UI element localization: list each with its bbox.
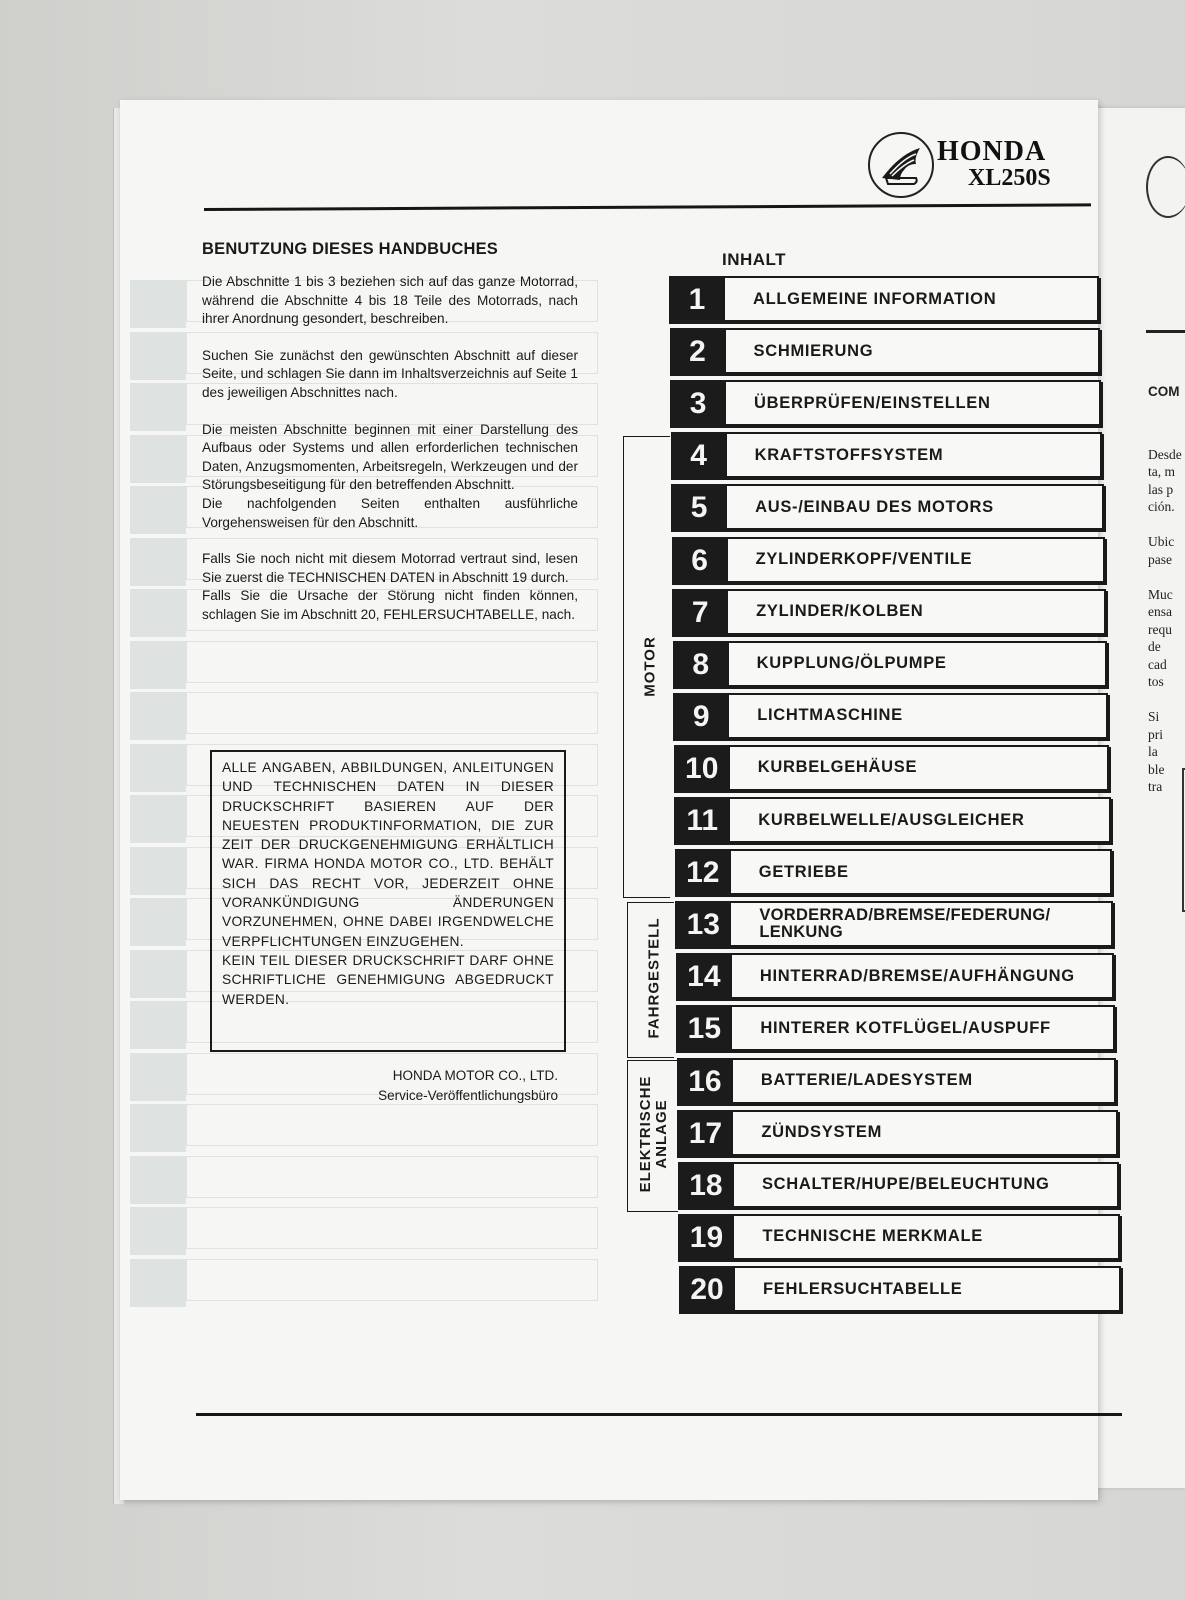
toc-row[interactable]	[676, 1005, 1115, 1051]
toc-section-label: GETRIEBE	[758, 862, 849, 881]
show-through-tab	[130, 435, 186, 483]
toc-section-number: 1	[669, 276, 725, 324]
toc-row[interactable]	[672, 589, 1106, 635]
toc-label-box	[731, 1058, 1116, 1104]
toc-section-number: 19	[678, 1214, 734, 1262]
show-through-tab	[130, 692, 186, 740]
toc-section-label: ÜBERPRÜFEN/EINSTELLEN	[754, 393, 991, 412]
next-page-line: las p	[1148, 481, 1174, 497]
next-page-line: tos	[1148, 674, 1164, 689]
next-page-line	[1148, 691, 1182, 709]
usage-paragraph: Die nachfolgenden Seiten enthalten ausführliche Vorgehensweisen für den Abschnitt.	[202, 495, 578, 530]
honda-wing-icon	[870, 134, 932, 196]
brand-name: HONDA	[937, 136, 1047, 167]
toc-section-label: KURBELWELLE/AUSGLEICHER	[758, 810, 1025, 829]
group-label-electric-2: ANLAGE	[653, 1099, 670, 1169]
toc-label-box	[727, 693, 1108, 739]
group-label-electric	[638, 1074, 670, 1194]
toc-label-box	[729, 849, 1112, 895]
toc-label-box	[730, 953, 1114, 999]
toc-row[interactable]	[672, 537, 1105, 583]
toc-section-label: AUS-/EINBAU DES MOTORS	[755, 497, 994, 516]
show-through-tab	[130, 1207, 186, 1255]
toc-section-label: LICHTMASCHINE	[757, 706, 903, 725]
company-block	[300, 1066, 558, 1106]
toc-row[interactable]	[678, 1214, 1119, 1260]
toc-title: INHALT	[722, 250, 787, 269]
show-through-tab	[130, 1053, 186, 1101]
usage-paragraph: Die Abschnitte 1 bis 3 beziehen sich auf das ganze Motorrad, während die Abschnitte 4 bis 18 Teile des Motorrads, nach ihrer Anordnung gesondert, beschreiben.	[202, 274, 578, 327]
next-page-line: cad	[1148, 656, 1167, 672]
toc-label-box	[724, 328, 1101, 374]
toc-label-box	[725, 432, 1103, 478]
toc-label-box	[724, 380, 1101, 426]
toc-section-number: 3	[670, 380, 726, 428]
toc-label-box	[729, 901, 1113, 947]
toc-label-box	[723, 276, 1099, 322]
next-page-line: Ubic	[1148, 534, 1175, 549]
next-page-line: la	[1148, 744, 1158, 759]
toc-section-number: 4	[671, 432, 727, 480]
next-page-line	[1148, 516, 1182, 534]
notice-box	[210, 750, 566, 1052]
show-through-tab	[130, 332, 186, 380]
group-label-motor: MOTOR	[641, 636, 659, 697]
toc-section-number: 20	[679, 1266, 735, 1314]
toc-label-box	[732, 1214, 1119, 1260]
next-page-line: Muc	[1148, 586, 1173, 602]
toc-label-box	[728, 745, 1110, 791]
group-label-chassis: FAHRGESTELL	[645, 917, 663, 1039]
usage-paragraph: Falls Sie noch nicht mit diesem Motorrad vertraut sind, lesen Sie zuerst die TECHNISCHEN DATEN in Abschnitt 19 durch.	[202, 551, 578, 585]
show-through-tab	[130, 538, 186, 586]
toc-label-box	[726, 589, 1106, 635]
toc-section-label: BATTERIE/LADESYSTEM	[760, 1071, 973, 1090]
toc-row[interactable]	[670, 380, 1101, 426]
show-through-tab	[130, 383, 186, 431]
toc-label-box	[726, 537, 1105, 583]
next-page-lines	[1148, 446, 1182, 796]
toc-section-number: 6	[672, 537, 728, 585]
toc-section-number: 9	[673, 693, 729, 741]
show-through-tab	[130, 847, 186, 895]
show-through-row	[186, 1104, 598, 1146]
show-through-tab	[130, 280, 186, 328]
toc-section-number: 5	[671, 484, 727, 532]
toc-row[interactable]	[671, 432, 1103, 478]
toc-section-number: 11	[674, 797, 730, 845]
bottom-rule	[196, 1413, 1122, 1416]
show-through-tab	[130, 1104, 186, 1152]
toc-section-number: 8	[673, 641, 729, 689]
toc-row[interactable]	[671, 484, 1104, 530]
show-through-row	[186, 1156, 598, 1198]
next-page-line: requ	[1148, 621, 1172, 637]
toc-section-label: HINTERRAD/BREMSE/AUFHÄNGUNG	[759, 966, 1075, 985]
toc-section-number: 2	[670, 328, 726, 376]
next-page-line: pase	[1148, 551, 1172, 567]
next-page-line: ta, m	[1148, 464, 1175, 479]
toc-row[interactable]	[669, 276, 1099, 322]
toc-row[interactable]	[675, 901, 1113, 947]
toc-label-box	[727, 641, 1107, 687]
usage-paragraph: Suchen Sie zunächst den gewünschten Abschnitt auf dieser Seite, und schlagen Sie dann im Inhaltsverzeichnis auf Seite 1 des jeweiligen Abschnittes nach.	[202, 347, 578, 400]
show-through-tab	[130, 744, 186, 792]
toc-section-label: KURBELGEHÄUSE	[757, 758, 918, 777]
show-through-row	[186, 1259, 598, 1301]
next-page-line: Desde	[1148, 446, 1182, 462]
show-through-tab	[130, 950, 186, 998]
toc-section-label: ZYLINDER/KOLBEN	[756, 602, 924, 621]
show-through-tab	[130, 1156, 186, 1204]
toc-section-label: SCHALTER/HUPE/BELEUCHTUNG	[761, 1175, 1050, 1194]
toc-row[interactable]	[677, 1110, 1117, 1156]
toc-section-label: TECHNISCHE MERKMALE	[762, 1227, 983, 1246]
toc-section-label: FEHLERSUCHTABELLE	[763, 1279, 963, 1298]
toc-row[interactable]	[673, 693, 1108, 739]
show-through-row	[186, 641, 598, 683]
toc-section-label: KUPPLUNG/ÖLPUMPE	[756, 654, 947, 673]
toc-row[interactable]	[678, 1162, 1119, 1208]
honda-wing-logo-icon	[868, 132, 934, 198]
toc-label-box	[732, 1162, 1119, 1208]
toc-row[interactable]	[670, 328, 1101, 374]
toc-section-number: 14	[676, 953, 732, 1001]
usage-heading: BENUTZUNG DIESES HANDBUCHES	[202, 240, 499, 258]
usage-paragraph: Falls Sie die Ursache der Störung nicht finden können, schlagen Sie im Abschnitt 20, FEHLERSUCHTABELLE, nach.	[202, 588, 578, 622]
toc-section-label: HINTERER KOTFLÜGEL/AUSPUFF	[760, 1018, 1051, 1037]
toc-section-label: KRAFTSTOFFSYSTEM	[754, 445, 944, 464]
usage-paragraph: Die meisten Abschnitte beginnen mit einer Darstellung des Aufbaus oder Systems und allen erforderlichen technischen Daten, Anzugsmomenten, Arbeitsregeln, Werkzeugen und der Störungsbeseitigung für den betreffenden Abschnitt.	[202, 421, 578, 493]
toc-row[interactable]	[674, 797, 1110, 843]
toc-label-box	[731, 1110, 1117, 1156]
toc-section-number: 12	[675, 849, 731, 897]
toc-section-number: 10	[674, 745, 730, 793]
next-page-line: de	[1148, 639, 1161, 654]
toc-section-number: 18	[678, 1162, 734, 1210]
toc-section-label: ZYLINDERKOPF/VENTILE	[755, 550, 973, 569]
next-page-heading: COM	[1148, 384, 1180, 399]
show-through-tab	[130, 898, 186, 946]
show-through-tab	[130, 1001, 186, 1049]
next-page-line: pri	[1148, 726, 1163, 742]
show-through-tab	[130, 486, 186, 534]
next-page-line: ensa	[1148, 604, 1172, 619]
toc-section-number: 7	[672, 589, 728, 637]
company-name: HONDA MOTOR CO., LTD.	[392, 1068, 558, 1083]
toc-section-label: ZÜNDSYSTEM	[761, 1123, 883, 1142]
show-through-row	[186, 692, 598, 734]
toc-section-label: ALLGEMEINE INFORMATION	[753, 289, 997, 308]
show-through-tab	[130, 589, 186, 637]
toc-section-label: VORDERRAD/BREMSE/FEDERUNG/ LENKUNG	[759, 906, 1051, 942]
model-name: XL250S	[968, 165, 1051, 191]
show-through-row	[186, 1207, 598, 1249]
toc-section-label: SCHMIERUNG	[753, 341, 874, 360]
group-label-electric-1: ELEKTRISCHE	[637, 1075, 654, 1193]
usage-section	[202, 240, 578, 643]
toc-label-box	[730, 1005, 1115, 1051]
toc-section-number: 16	[677, 1058, 733, 1106]
toc-row[interactable]	[679, 1266, 1121, 1312]
next-page-rule	[1146, 330, 1185, 333]
next-page-line	[1148, 568, 1182, 586]
toc-section-number: 17	[677, 1110, 733, 1158]
show-through-tab	[130, 641, 186, 689]
toc-label-box	[725, 484, 1104, 530]
next-page-line: Si	[1148, 709, 1160, 724]
toc-row[interactable]	[674, 745, 1110, 791]
toc-section-number: 15	[676, 1005, 732, 1053]
notice-copyright: KEIN TEIL DIESER DRUCKSCHRIFT DARF OHNE SCHRIFTLICHE GENEHMIGUNG ABGEDRUCKT WERDEN.	[222, 952, 554, 1007]
toc-row[interactable]	[676, 953, 1114, 999]
show-through-tab	[130, 795, 186, 843]
toc-row[interactable]	[675, 849, 1112, 895]
honda-wing-logo-partial-icon	[1146, 156, 1185, 218]
notice-text: ALLE ANGABEN, ABBILDUNGEN, ANLEITUNGEN UND TECHNISCHEN DATEN IN DIESER DRUCKSCHRIFT BASIEREN AUF DER NEUESTEN PRODUKTINFORMATION, DIE ZUR ZEIT DER DRUCKGENEHMIGUNG ERHÄLTLICH WAR. FIRMA HONDA MOTOR CO., LTD. BEHÄLT SICH DAS RECHT VOR, JEDERZEIT OHNE VORANKÜNDIGUNG ÄNDERUNGEN VORZUNEHMEN, OHNE DABEI IRGENDWELCHE VERPFLICHTUNGEN EINZUGEHEN.	[222, 760, 554, 949]
next-page-line: tra	[1148, 779, 1163, 794]
company-office: Service-Veröffentlichungsbüro	[378, 1088, 558, 1103]
next-page-line: ble	[1148, 761, 1165, 777]
next-page-line: ción.	[1148, 499, 1175, 514]
toc-label-box	[728, 797, 1110, 843]
toc-row[interactable]	[677, 1058, 1116, 1104]
toc-label-box	[733, 1266, 1121, 1312]
toc-section-number: 13	[675, 901, 731, 949]
show-through-tab	[130, 1259, 186, 1307]
next-page-text	[1148, 348, 1182, 831]
toc-row[interactable]	[673, 641, 1107, 687]
